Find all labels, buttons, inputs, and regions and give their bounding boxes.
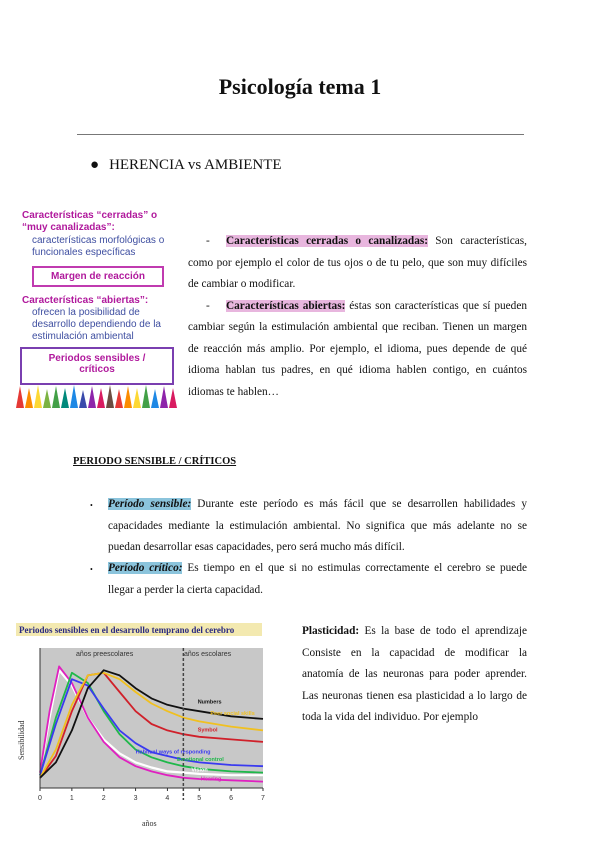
sensitive-periods-line2: críticos [79, 364, 115, 375]
critical-period-text: Es tiempo en el que si no estimulas correctamente el cerebro se puede llegar a perder la cierta capacidad. [108, 562, 527, 596]
x-tick-label: 5 [197, 795, 202, 802]
dash-marker: - [206, 299, 210, 312]
bullet-dot: • [90, 501, 93, 510]
bullet-dot: • [90, 565, 93, 574]
section-heading-herencia [90, 157, 282, 174]
reaction-margin-box: Margen de reacción [32, 266, 164, 287]
series-label-peer-social-skills: Peer social skills [210, 711, 255, 718]
card-line-8: estimulación ambiental [32, 331, 134, 342]
series-label-habitual-ways-of-responding: Habitual ways of responding [135, 749, 211, 756]
series-label-emotional-control: Emotional control [176, 757, 224, 764]
bullet-dot: ● [90, 157, 100, 173]
sensitive-periods-chart [16, 620, 264, 830]
x-tick-label: 6 [229, 795, 234, 802]
page-title: Psicología tema 1 [218, 74, 382, 99]
x-tick-label: 2 [101, 795, 106, 802]
preschool-region-label: años preescolares [76, 651, 134, 658]
series-label-symbol: Symbol [197, 727, 218, 734]
x-tick-label: 4 [165, 795, 170, 802]
section-heading-text: HERENCIA vs AMBIENTE [109, 157, 282, 173]
x-tick-label: 3 [133, 795, 138, 802]
chart-title: Periodos sensibles en el desarrollo temprano del cerebro [19, 625, 235, 635]
plasticity-paragraph [302, 621, 527, 729]
plasticity-text: Es la base de todo el aprendizaje Consiste en la capacidad de modificar la anatomía de las neuronas para poder aprender. Las neuronas tienen esa plasticidad a lo largo de toda la vida del individuo. Por ejemplo [302, 625, 527, 723]
critical-period-label: Período crítico: [108, 562, 183, 574]
card-line-1: Características “cerradas” o [22, 210, 158, 221]
section-heading-periodos: PERIODO SENSIBLE / CRÍTICOS [73, 456, 237, 467]
sensitive-period-item [108, 494, 527, 559]
title-divider [77, 134, 524, 135]
closed-traits-text: Son características, como por ejemplo el color de tus ojos o de tu pelo, que son muy difíciles de cambiar o modificar. [188, 235, 527, 290]
card-line-7: desarrollo dependiendo de la [32, 319, 161, 330]
card-line-3: características morfológicas o [32, 235, 165, 246]
dash-marker: - [206, 235, 210, 247]
open-traits-label: Características abiertas: [226, 299, 346, 312]
card-line-5: Características “abiertas”: [22, 295, 149, 306]
x-tick-label: 7 [261, 795, 265, 802]
x-tick-label: 0 [38, 795, 42, 802]
series-label-hearing: Hearing [200, 776, 222, 783]
sensitive-period-label: Período sensible: [108, 498, 192, 510]
school-region-label: años escolares [184, 651, 232, 658]
trait-item-closed [188, 231, 527, 296]
colored-pencils-graphic [14, 382, 179, 408]
open-traits-text: éstas son características que sí pueden cambiar según la estimulación ambiental que reciban. Tienen un margen de reacción más amplio. Por ejemplo, el idioma, pues depende de qué idioma hablan tus padres, en qué idioma hablen contigo, en cuántos idiomas te hablen… [188, 299, 527, 398]
closed-traits-label: Características cerradas o canalizadas: [226, 235, 428, 247]
sensitive-period-text: Durante este período es más fácil que se desarrollen habilidades y capacidades mediante la estimulación ambiental. No significa que más adelante no se puedan desarrollar esas capacidades, pero será mucho más difícil. [108, 498, 527, 553]
x-tick-label: 1 [69, 795, 74, 802]
series-label-vision: Vision [191, 767, 208, 774]
x-axis-label: años [142, 819, 157, 828]
plasticity-label: Plasticidad: [302, 625, 360, 637]
card-line-6: ofrecen la posibilidad de [32, 307, 140, 318]
sensitive-periods-line1: Periodos sensibles / [48, 353, 146, 364]
trait-item-open [188, 296, 527, 404]
y-axis-label: Sensibilidad [17, 720, 26, 760]
series-label-numbers: Numbers [197, 699, 222, 706]
sensitive-periods-box [20, 347, 174, 385]
card-line-2: “muy canalizadas”: [22, 222, 115, 233]
trait-descriptions [188, 231, 527, 403]
card-line-4: funcionales específicas [32, 247, 136, 258]
critical-period-item [108, 558, 527, 601]
traits-illustration [14, 206, 179, 408]
